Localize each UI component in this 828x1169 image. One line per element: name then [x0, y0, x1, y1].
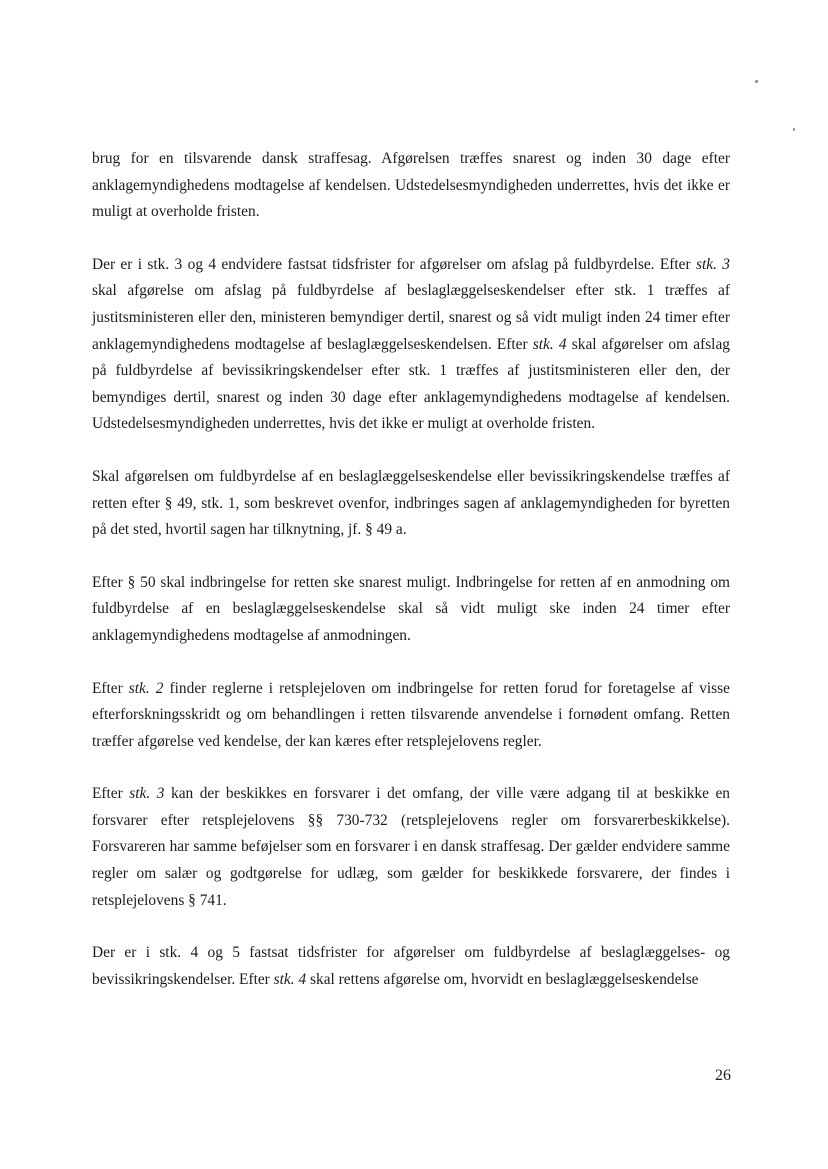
text-segment: skal rettens afgørelse om, hvorvidt en beslaglæggelseskendelse [306, 970, 699, 988]
italic-reference: stk. 4 [532, 335, 567, 353]
paragraph-7 [92, 940, 730, 993]
scan-speck [755, 80, 758, 83]
text-segment: Skal afgørelsen om fuldbyrdelse af en beslaglæggelseskendelse eller bevissikringskendelse træffes af retten efter § 49, stk. 1, som beskrevet ovenfor, indbringes sagen af anklagemyndigheden for byretten på det sted, hvortil sagen har tilknytning, jf. § 49 a. [92, 467, 730, 539]
text-segment: Efter [92, 679, 129, 697]
scan-speck [793, 128, 795, 131]
paragraph-2 [92, 252, 730, 438]
page-number: 26 [715, 1067, 731, 1084]
paragraph-3 [92, 464, 730, 544]
document-body [92, 146, 730, 1019]
text-segment: Efter § 50 skal indbringelse for retten ske snarest muligt. Indbringelse for retten af en anmodning om fuldbyrdelse af en beslaglæggelseskendelse skal så vidt muligt ske inden 24 timer efter anklagemyndighedens modtagelse af anmodningen. [92, 573, 730, 644]
paragraph-1 [92, 146, 730, 226]
text-segment: skal afgørelse om afslag på fuldbyrdelse af beslaglæggelseskendelser efter stk. 1 træffes af justitsministeren eller den, ministeren bemyndiger dertil, snarest og så vidt muligt inden 24 timer efter anklagemyndighedens modtagelse af beslaglæggelseskendelsen. Efter [92, 282, 730, 353]
text-segment: Der er i stk. 4 og 5 fastsat tidsfrister for afgørelser om fuldbyrdelse af beslaglæggelses- og bevissikringskendelser. Efter [92, 944, 730, 988]
paragraph-4 [92, 570, 730, 650]
text-segment: kan der beskikkes en forsvarer i det omfang, der ville være adgang til at beskikke en forsvarer efter retsplejelovens §§ 730-732 (retsplejelovens regler om forsvarerbeskikkelse). Forsvareren har samme beføjelser som en forsvarer i en dansk straffesag. Der gælder endvidere samme regler om salær og godtgørelse for udlæg, som gælder for beskikkede forsvarere, der findes i retsplejelovens § 741. [92, 785, 730, 909]
text-segment: skal afgørelser om afslag på fuldbyrdelse af bevissikringskendelser efter stk. 1 træffes af justitsministeren eller den, der bemyndiges dertil, snarest og inden 30 dage efter anklagemyndighedens modtagelse af kendelsen. Udstedelsesmyndigheden underrettes, hvis det ikke er muligt at overholde fristen. [92, 335, 730, 433]
italic-reference: stk. 3 [129, 785, 165, 803]
paragraph-5 [92, 676, 730, 756]
text-segment: Efter [92, 785, 130, 803]
text-segment: brug for en tilsvarende dansk straffesag. Afgørelsen træffes snarest og inden 30 dage efter anklagemyndighedens modtagelse af kendelsen. Udstedelsesmyndigheden underrettes, hvis det ikke er muligt at overholde fristen. [92, 150, 730, 221]
text-segment: Der er i stk. 3 og 4 endvidere fastsat tidsfrister for afgørelser om afslag på fuldbyrdelse. Efter [92, 255, 696, 273]
italic-reference: stk. 4 [273, 970, 307, 988]
italic-reference: stk. 2 [128, 679, 164, 697]
text-segment: finder reglerne i retsplejeloven om indbringelse for retten forud for foretagelse af visse efterforskningsskridt og om behandlingen i retten tilsvarende anvendelse i fornødent omfang. Retten træffer afgørelse ved kendelse, der kan kæres efter retsplejelovens regler. [92, 679, 730, 750]
italic-reference: stk. 3 [695, 255, 730, 273]
paragraph-6 [92, 781, 730, 914]
